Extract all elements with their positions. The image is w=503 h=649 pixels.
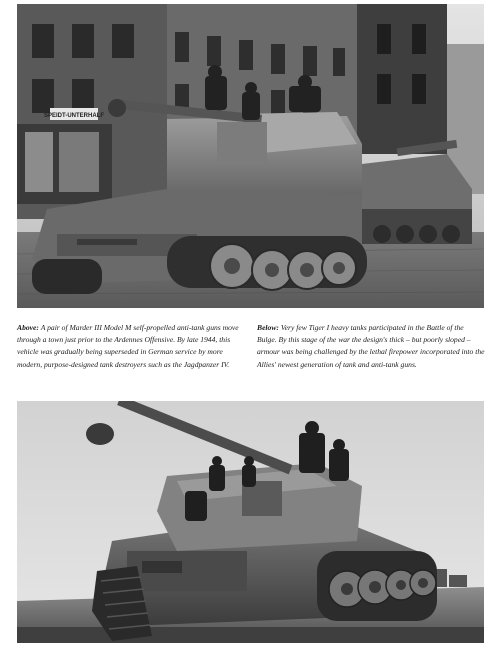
photo-tiger-i [17,401,484,643]
caption-above-text: A pair of Marder III Model M self-propelled anti-tank guns move through a town just prior to the Ardennes Offensive. By late 1944, this vehicle was gradually being superseded in German service by more modern, purpose-designed tank destroyers such as the Jagdpanzer IV. [17,323,239,369]
photo-marder-iii [17,4,484,308]
marder-iii-photo-image [17,4,484,308]
caption-below [257,322,485,371]
caption-below-lead: Below: [257,323,279,332]
shop-sign-text: SPEIDT-UNTERHALF [44,113,104,119]
caption-above [17,322,240,371]
caption-above-lead: Above: [17,323,39,332]
caption-below-text: Very few Tiger I heavy tanks participated in the Battle of the Bulge. By this stage of the war the design's thick – but poorly sloped – armour was being challenged by the lethal firepower incorporated into the Allies' newest generation of tank and anti-tank guns. [257,323,485,369]
tiger-i-photo-image [17,401,484,643]
